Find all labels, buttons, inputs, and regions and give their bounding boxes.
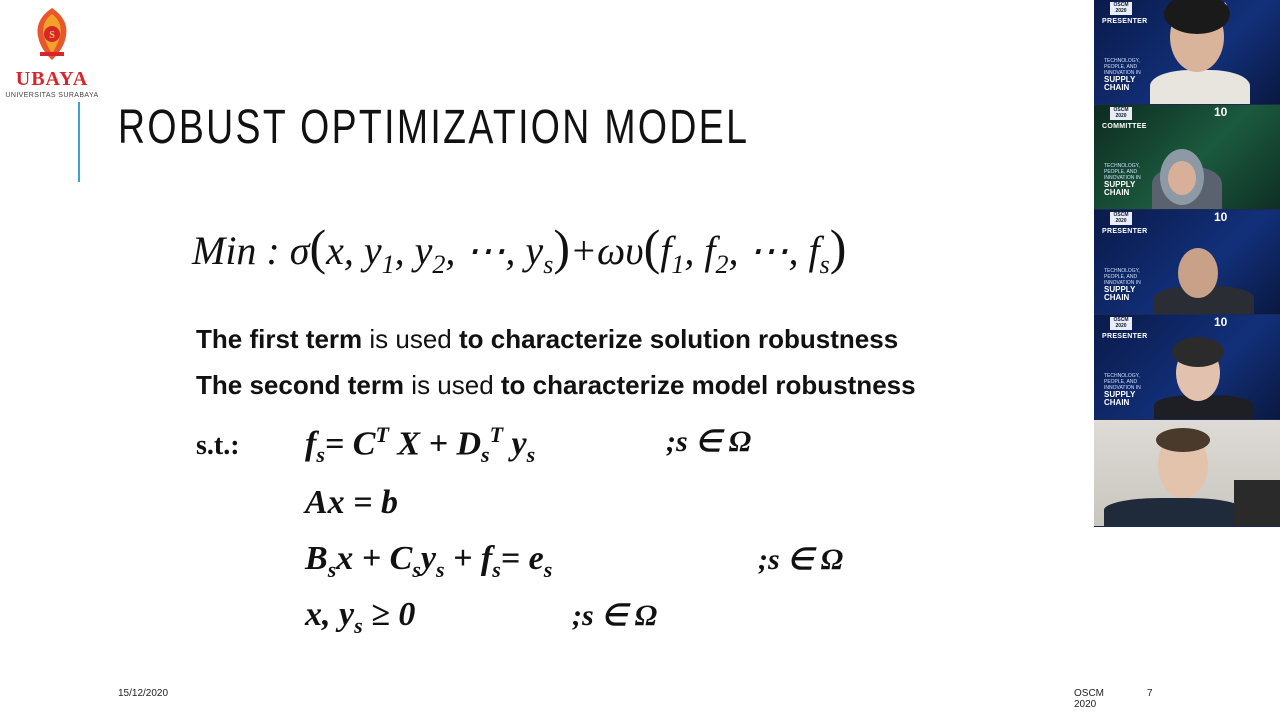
logo-name: UBAYA [15,68,89,90]
anniversary-mark: 10 [1214,105,1228,119]
participant-role: PRESENTER [1102,228,1148,235]
objective-prefix: Min : σ [192,228,310,273]
objective-f2: , f [684,228,716,273]
participant-role: PRESENTER [1102,333,1148,340]
close-paren: ) [553,219,570,275]
eq3-e: = e [500,540,544,577]
constraint-1 [305,422,535,468]
constraint-4-condition: ;s ∈ Ω [572,599,658,632]
term2-connector: is used [404,370,501,400]
terms-description [196,316,916,408]
theme-small: TECHNOLOGY, PEOPLE, AND INNOVATION IN [1104,268,1141,286]
sub-s: s [543,250,554,279]
eq3-c: y [420,540,436,577]
term1-connector: is used [362,324,459,354]
participant-role: PRESENTER [1102,18,1148,25]
video-tile-3[interactable] [1094,210,1280,315]
ubaya-emblem-icon [30,6,74,62]
theme-big: SUPPLY CHAIN [1104,285,1136,302]
eq1-b: = C [324,425,376,463]
eq4-a-sub: s [354,612,363,638]
constraint-3-condition: ;s ∈ Ω [758,543,844,576]
term2-label: The second term [196,370,405,400]
theme-small: TECHNOLOGY, PEOPLE, AND INNOVATION IN [1104,58,1141,76]
footer-page-number: 7 [1147,688,1153,699]
constraint-3 [305,540,552,583]
video-tile-2[interactable] [1094,105,1280,210]
participant-role: COMMITTEE [1102,123,1147,130]
objective-fdots: , ⋯, f [728,228,820,273]
constraint-1-condition: ;s ∈ Ω [666,425,752,458]
eq3-d: + f [444,540,493,577]
sub-1: 1 [381,250,395,279]
participant-face [1168,161,1196,195]
open-paren-2: ( [643,219,661,275]
term-line-2 [196,362,916,408]
objective-args: x, y [326,228,382,273]
theme-big: SUPPLY CHAIN [1104,390,1136,407]
footer-conference: OSCM 2020 [1074,688,1104,710]
objective-function [192,218,846,280]
theme-big: SUPPLY CHAIN [1104,75,1136,92]
video-tile-1[interactable] [1094,0,1280,105]
term-line-1 [196,316,916,362]
term2-purpose: to characterize model robustness [500,370,916,400]
term1-label: The first term [196,324,363,354]
participant-body [1104,498,1244,527]
eq3-e-sub: s [543,556,553,582]
objective-middle: +ωυ [569,228,644,273]
conference-theme [1104,373,1144,407]
chair-back [1234,480,1280,526]
objective-y2: , y [394,228,433,273]
participant-hair [1156,428,1210,452]
title-accent-bar [78,102,80,182]
theme-big: SUPPLY CHAIN [1104,180,1136,197]
conference-badge: OSCM 2020 [1110,317,1132,330]
conference-badge: OSCM 2020 [1110,2,1132,15]
eq1-d-sub: s [526,442,536,468]
sub-f2: 2 [715,250,729,279]
participant-hair [1172,337,1224,367]
eq3-b-sub: s [412,556,421,582]
eq1-a: f [305,425,317,463]
eq1-d: y [503,425,527,463]
theme-small: TECHNOLOGY, PEOPLE, AND INNOVATION IN [1104,373,1141,391]
objective-dots: , ⋯, y [445,228,544,273]
eq1-b-sup: T [375,422,389,447]
eq4-a: x, y [305,596,355,633]
participant-body [1150,70,1250,105]
video-tile-5[interactable] [1094,420,1280,527]
constraint-4 [305,596,415,639]
eq3-b: x + C [336,540,413,577]
footer-date: 15/12/2020 [118,688,169,699]
anniversary-mark: 10 [1214,315,1228,329]
term1-purpose: to characterize solution robustness [458,324,899,354]
svg-text:S: S [49,30,55,41]
conference-theme [1104,58,1144,92]
theme-small: TECHNOLOGY, PEOPLE, AND INNOVATION IN [1104,163,1141,181]
eq3-c-sub: s [435,556,445,582]
participant-video-panel [1094,0,1280,526]
open-paren: ( [309,219,327,275]
sub-f1: 1 [671,250,685,279]
participant-face [1178,248,1218,298]
close-paren-2: ) [829,219,847,275]
eq3-a: B [305,540,328,577]
constraint-2: Ax = b [305,484,399,521]
conference-badge: OSCM 2020 [1110,107,1132,120]
sub-fs: s [819,250,830,279]
conference-theme [1104,163,1144,197]
conference-badge: OSCM 2020 [1110,212,1132,225]
sub-2: 2 [432,250,446,279]
video-tile-4[interactable] [1094,315,1280,420]
eq3-a-sub: s [327,556,337,582]
eq1-c-sup: T [489,422,504,447]
logo-subtitle: UNIVERSITAS SURABAYA [5,92,99,99]
eq1-c: X + D [388,425,482,463]
subject-to-label: s.t.: [196,430,240,461]
conference-theme [1104,268,1144,302]
eq3-d-sub: s [492,556,501,582]
eq1-a-sub: s [316,442,325,468]
eq1-c-sub: s [481,442,490,468]
anniversary-mark: 10 [1214,210,1228,224]
university-logo [2,4,98,98]
objective-f1: f [660,228,672,273]
eq4-b: ≥ 0 [362,596,416,633]
slide-title: ROBUST OPTIMIZATION MODEL [118,101,750,154]
